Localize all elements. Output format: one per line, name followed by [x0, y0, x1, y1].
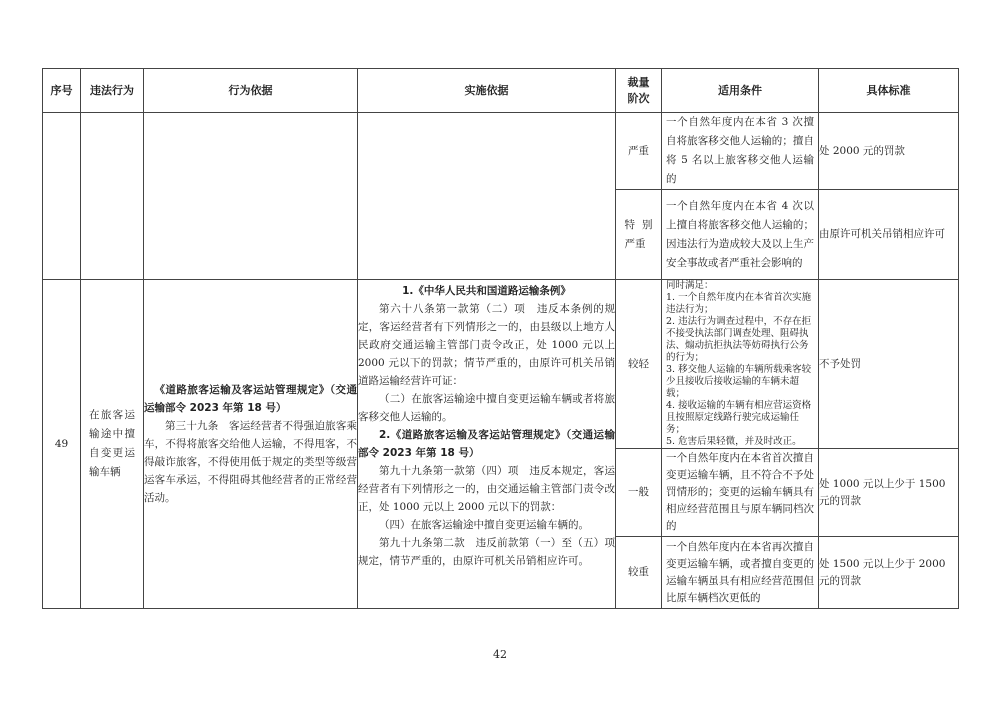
condition-cell	[662, 113, 819, 190]
level-cell	[616, 190, 662, 280]
standard-cell: 由原许可机关吊销相应许可	[819, 190, 959, 280]
impl-heading-2: 2.《道路旅客运输及客运站管理规定》（交通运输部令 2023 年第 18 号）	[358, 429, 615, 459]
impl-para-5: 第九十九条第二款 违反前款第（一）至（五）项规定，情节严重的，由原许可机关吊销相应许可。	[358, 537, 615, 567]
violation-cell	[81, 280, 144, 609]
level-text: 特别严重	[624, 218, 653, 250]
basis-cell-empty	[144, 113, 358, 280]
condition-cell	[662, 537, 819, 609]
condition-cell	[662, 190, 819, 280]
header-level: 裁量 阶次	[616, 69, 662, 113]
condition-item: 2. 违法行为调查过程中，不存在拒不接受执法部门调查处理、阻碍执法、煽动抗拒执法等妨碍执行公务的行为；	[666, 316, 812, 363]
level-cell: 严重	[616, 113, 662, 190]
condition-text: 一个自然年度内在本省 4 次以上擅自将旅客移交他人运输的；因违法行为造成较大及以上生产安全事故或者严重社会影响的	[666, 199, 814, 269]
violation-text: 在旅客运输途中擅自变更运输车辆	[89, 409, 135, 478]
standard-cell: 处 2000 元的罚款	[819, 113, 959, 190]
condition-item: 5. 危害后果轻微，并及时改正。	[666, 436, 802, 447]
standard-cell: 处 1500 元以上少于 2000 元的罚款	[819, 537, 959, 609]
condition-list	[662, 280, 818, 448]
condition-cell	[662, 449, 819, 537]
header-conditions: 适用条件	[662, 69, 819, 113]
condition-cell	[662, 280, 819, 449]
table-row	[43, 113, 959, 190]
level-cell: 较轻	[616, 280, 662, 449]
header-seq: 序号	[43, 69, 81, 113]
header-violation: 违法行为	[81, 69, 144, 113]
basis-title: 《道路旅客运输及客运站管理规定》（交通运输部令 2023 年第 18 号）	[144, 384, 357, 414]
penalty-table	[42, 68, 959, 609]
page-number: 42	[493, 648, 507, 661]
impl-para-2: （二）在旅客运输途中擅自变更运输车辆或者将旅客移交他人运输的。	[358, 393, 615, 423]
header-row	[43, 69, 959, 113]
impl-para-4: （四）在旅客运输途中擅自变更运输车辆的。	[379, 519, 589, 531]
basis-text: 第三十九条 客运经营者不得强迫旅客乘车，不得将旅客交给他人运输，不得甩客，不得敲诈旅客，不得使用低于规定的类型等级营运客车承运，不得阻碍其他经营者的正常经营活动。	[144, 420, 357, 504]
level-cell: 较重	[616, 537, 662, 609]
table-row	[43, 280, 959, 449]
header-impl: 实施依据	[358, 69, 616, 113]
condition-text: 一个自然年度内在本省再次擅自变更运输车辆，或者擅自变更的运输车辆虽具有相应经营范围但比原车辆档次更低的	[666, 540, 814, 604]
seq-cell-empty	[43, 113, 81, 280]
impl-para-1: 第六十八条第一款第（二）项 违反本条例的规定，客运经营者有下列情形之一的，由县级以上地方人民政府交通运输主管部门责令改正，处 1000 元以上 2000 元以下的罚款；情节严重的，由原许可机关吊销道路运输经营许可证：	[358, 303, 615, 387]
impl-heading-1: 1.《中华人民共和国道路运输条例》	[402, 285, 571, 297]
level-cell: 一般	[616, 449, 662, 537]
condition-item: 同时满足：	[666, 280, 714, 291]
header-basis: 行为依据	[144, 69, 358, 113]
impl-cell	[358, 280, 616, 609]
condition-text: 一个自然年度内在本省首次擅自变更运输车辆，且不符合不予处罚情形的；变更的运输车辆具有相应经营范围且与原车辆同档次的	[666, 452, 814, 532]
condition-item: 4. 接收运输的车辆有相应营运资格且按照原定线路行驶完成运输任务；	[666, 400, 812, 435]
condition-item: 3. 移交他人运输的车辆所载乘客较少且接收后接收运输的车辆未超载；	[666, 364, 812, 399]
impl-cell-empty	[358, 113, 616, 280]
condition-item: 1. 一个自然年度内在本省首次实施违法行为；	[666, 292, 812, 315]
condition-text: 一个自然年度内在本省 3 次擅自将旅客移交他人运输的；擅自将 5 名以上旅客移交他人运输的	[666, 116, 814, 185]
basis-cell	[144, 280, 358, 609]
standard-cell: 不予处罚	[819, 280, 959, 449]
impl-para-3: 第九十九条第一款第（四）项 违反本规定，客运经营者有下列情形之一的，由交通运输主管部门责令改正，处 1000 元以上 2000 元以下的罚款：	[358, 465, 615, 513]
standard-cell: 处 1000 元以上少于 1500 元的罚款	[819, 449, 959, 537]
seq-cell: 49	[43, 280, 81, 609]
header-standard: 具体标准	[819, 69, 959, 113]
violation-cell-empty	[81, 113, 144, 280]
